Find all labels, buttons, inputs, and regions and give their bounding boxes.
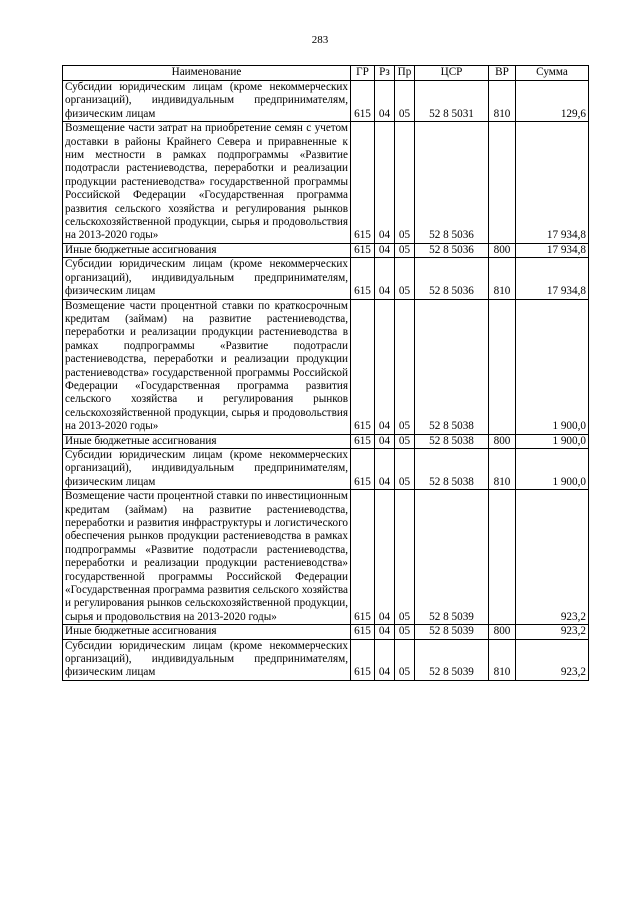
- cell-pr: 05: [395, 299, 415, 434]
- table-row: [63, 434, 589, 448]
- cell-pr: 05: [395, 122, 415, 244]
- cell-pr: 05: [395, 639, 415, 680]
- header-name: Наименование: [63, 66, 351, 81]
- cell-name: Субсидии юридическим лицам (кроме некоммерческих организаций), индивидуальным предпринимателям, физическим лицам: [63, 258, 351, 299]
- cell-vr: [489, 490, 516, 625]
- cell-vr: [489, 299, 516, 434]
- cell-vr: 800: [489, 243, 516, 257]
- cell-name: Иные бюджетные ассигнования: [63, 243, 351, 257]
- table-row: [63, 243, 589, 257]
- cell-pr: 05: [395, 258, 415, 299]
- cell-gr: 615: [351, 625, 375, 639]
- table-row: [63, 625, 589, 639]
- cell-sum: 1 900,0: [516, 434, 589, 448]
- cell-name: Возмещение части затрат на приобретение семян с учетом доставки в районы Крайнего Севера и приравненные к ним местности в рамках подпрограммы «Развитие подотрасли растениеводства, переработки и реализации продукции растениеводства» государственной программы Российской Федерации «Государственная программа развития сельского хозяйства и регулирования рынков сельскохозяйственной продукции, сырья и продовольствия на 2013-2020 годы»: [63, 122, 351, 244]
- cell-sum: 923,2: [516, 625, 589, 639]
- cell-name: Субсидии юридическим лицам (кроме некоммерческих организаций), индивидуальным предпринимателям, физическим лицам: [63, 639, 351, 680]
- header-vr: ВР: [489, 66, 516, 81]
- cell-csr: 52 8 5031: [415, 81, 489, 122]
- table-row: [63, 122, 589, 244]
- cell-sum: 17 934,8: [516, 258, 589, 299]
- cell-pr: 05: [395, 81, 415, 122]
- cell-csr: 52 8 5036: [415, 243, 489, 257]
- table-header-row: [63, 66, 589, 81]
- cell-vr: 810: [489, 258, 516, 299]
- cell-sum: 923,2: [516, 490, 589, 625]
- cell-csr: 52 8 5036: [415, 258, 489, 299]
- cell-rz: 04: [375, 639, 395, 680]
- table-row: [63, 258, 589, 299]
- cell-rz: 04: [375, 625, 395, 639]
- cell-pr: 05: [395, 490, 415, 625]
- cell-name: Иные бюджетные ассигнования: [63, 434, 351, 448]
- cell-csr: 52 8 5039: [415, 625, 489, 639]
- cell-name: Иные бюджетные ассигнования: [63, 625, 351, 639]
- table-row: [63, 448, 589, 489]
- cell-csr: 52 8 5039: [415, 639, 489, 680]
- cell-vr: [489, 122, 516, 244]
- table-row: [63, 81, 589, 122]
- cell-gr: 615: [351, 490, 375, 625]
- cell-rz: 04: [375, 434, 395, 448]
- cell-gr: 615: [351, 258, 375, 299]
- cell-sum: 1 900,0: [516, 299, 589, 434]
- header-sum: Сумма: [516, 66, 589, 81]
- cell-gr: 615: [351, 448, 375, 489]
- cell-csr: 52 8 5036: [415, 122, 489, 244]
- cell-sum: 17 934,8: [516, 243, 589, 257]
- cell-sum: 1 900,0: [516, 448, 589, 489]
- cell-name: Субсидии юридическим лицам (кроме некоммерческих организаций), индивидуальным предпринимателям, физическим лицам: [63, 81, 351, 122]
- header-csr: ЦСР: [415, 66, 489, 81]
- cell-pr: 05: [395, 448, 415, 489]
- cell-vr: 800: [489, 625, 516, 639]
- page-number: 283: [311, 34, 329, 46]
- cell-vr: 810: [489, 639, 516, 680]
- header-rz: Рз: [375, 66, 395, 81]
- cell-csr: 52 8 5038: [415, 448, 489, 489]
- cell-gr: 615: [351, 81, 375, 122]
- cell-pr: 05: [395, 625, 415, 639]
- cell-pr: 05: [395, 434, 415, 448]
- cell-gr: 615: [351, 639, 375, 680]
- budget-table: [62, 65, 589, 681]
- cell-vr: 800: [489, 434, 516, 448]
- cell-rz: 04: [375, 490, 395, 625]
- cell-rz: 04: [375, 448, 395, 489]
- cell-rz: 04: [375, 243, 395, 257]
- cell-pr: 05: [395, 243, 415, 257]
- table-row: [63, 299, 589, 434]
- cell-sum: 129,6: [516, 81, 589, 122]
- cell-vr: 810: [489, 448, 516, 489]
- cell-rz: 04: [375, 81, 395, 122]
- header-gr: ГР: [351, 66, 375, 81]
- cell-name: Субсидии юридическим лицам (кроме некоммерческих организаций), индивидуальным предпринимателям, физическим лицам: [63, 448, 351, 489]
- cell-name: Возмещение части процентной ставки по краткосрочным кредитам (займам) на развитие растениеводства, переработки и реализации продукции растениеводства в рамках подпрограммы «Развитие подотрасли растениеводства, переработки и реализации продукции растениеводства» государственной программы Российской Федерации «Государственная программа развития сельского хозяйства и регулирования рынков сельскохозяйственной продукции, сырья и продовольствия на 2013-2020 годы»: [63, 299, 351, 434]
- cell-csr: 52 8 5039: [415, 490, 489, 625]
- cell-rz: 04: [375, 299, 395, 434]
- cell-gr: 615: [351, 122, 375, 244]
- cell-name: Возмещение части процентной ставки по инвестиционным кредитам (займам) на развитие растениеводства, переработки и развития инфраструктуры и логистического обеспечения рынков продукции растениеводства в рамках подпрограммы «Развитие подотрасли растениеводства, переработки и реализации продукции растениеводства» государственной программы Российской Федерации «Государственная программа развития сельского хозяйства и регулирования рынков сельскохозяйственной продукции, сырья и продовольствия на 2013-2020 годы»: [63, 490, 351, 625]
- cell-csr: 52 8 5038: [415, 299, 489, 434]
- cell-sum: 923,2: [516, 639, 589, 680]
- cell-vr: 810: [489, 81, 516, 122]
- cell-rz: 04: [375, 258, 395, 299]
- cell-rz: 04: [375, 122, 395, 244]
- cell-gr: 615: [351, 434, 375, 448]
- cell-sum: 17 934,8: [516, 122, 589, 244]
- table-row: [63, 639, 589, 680]
- table-row: [63, 490, 589, 625]
- header-pr: Пр: [395, 66, 415, 81]
- cell-gr: 615: [351, 243, 375, 257]
- cell-csr: 52 8 5038: [415, 434, 489, 448]
- cell-gr: 615: [351, 299, 375, 434]
